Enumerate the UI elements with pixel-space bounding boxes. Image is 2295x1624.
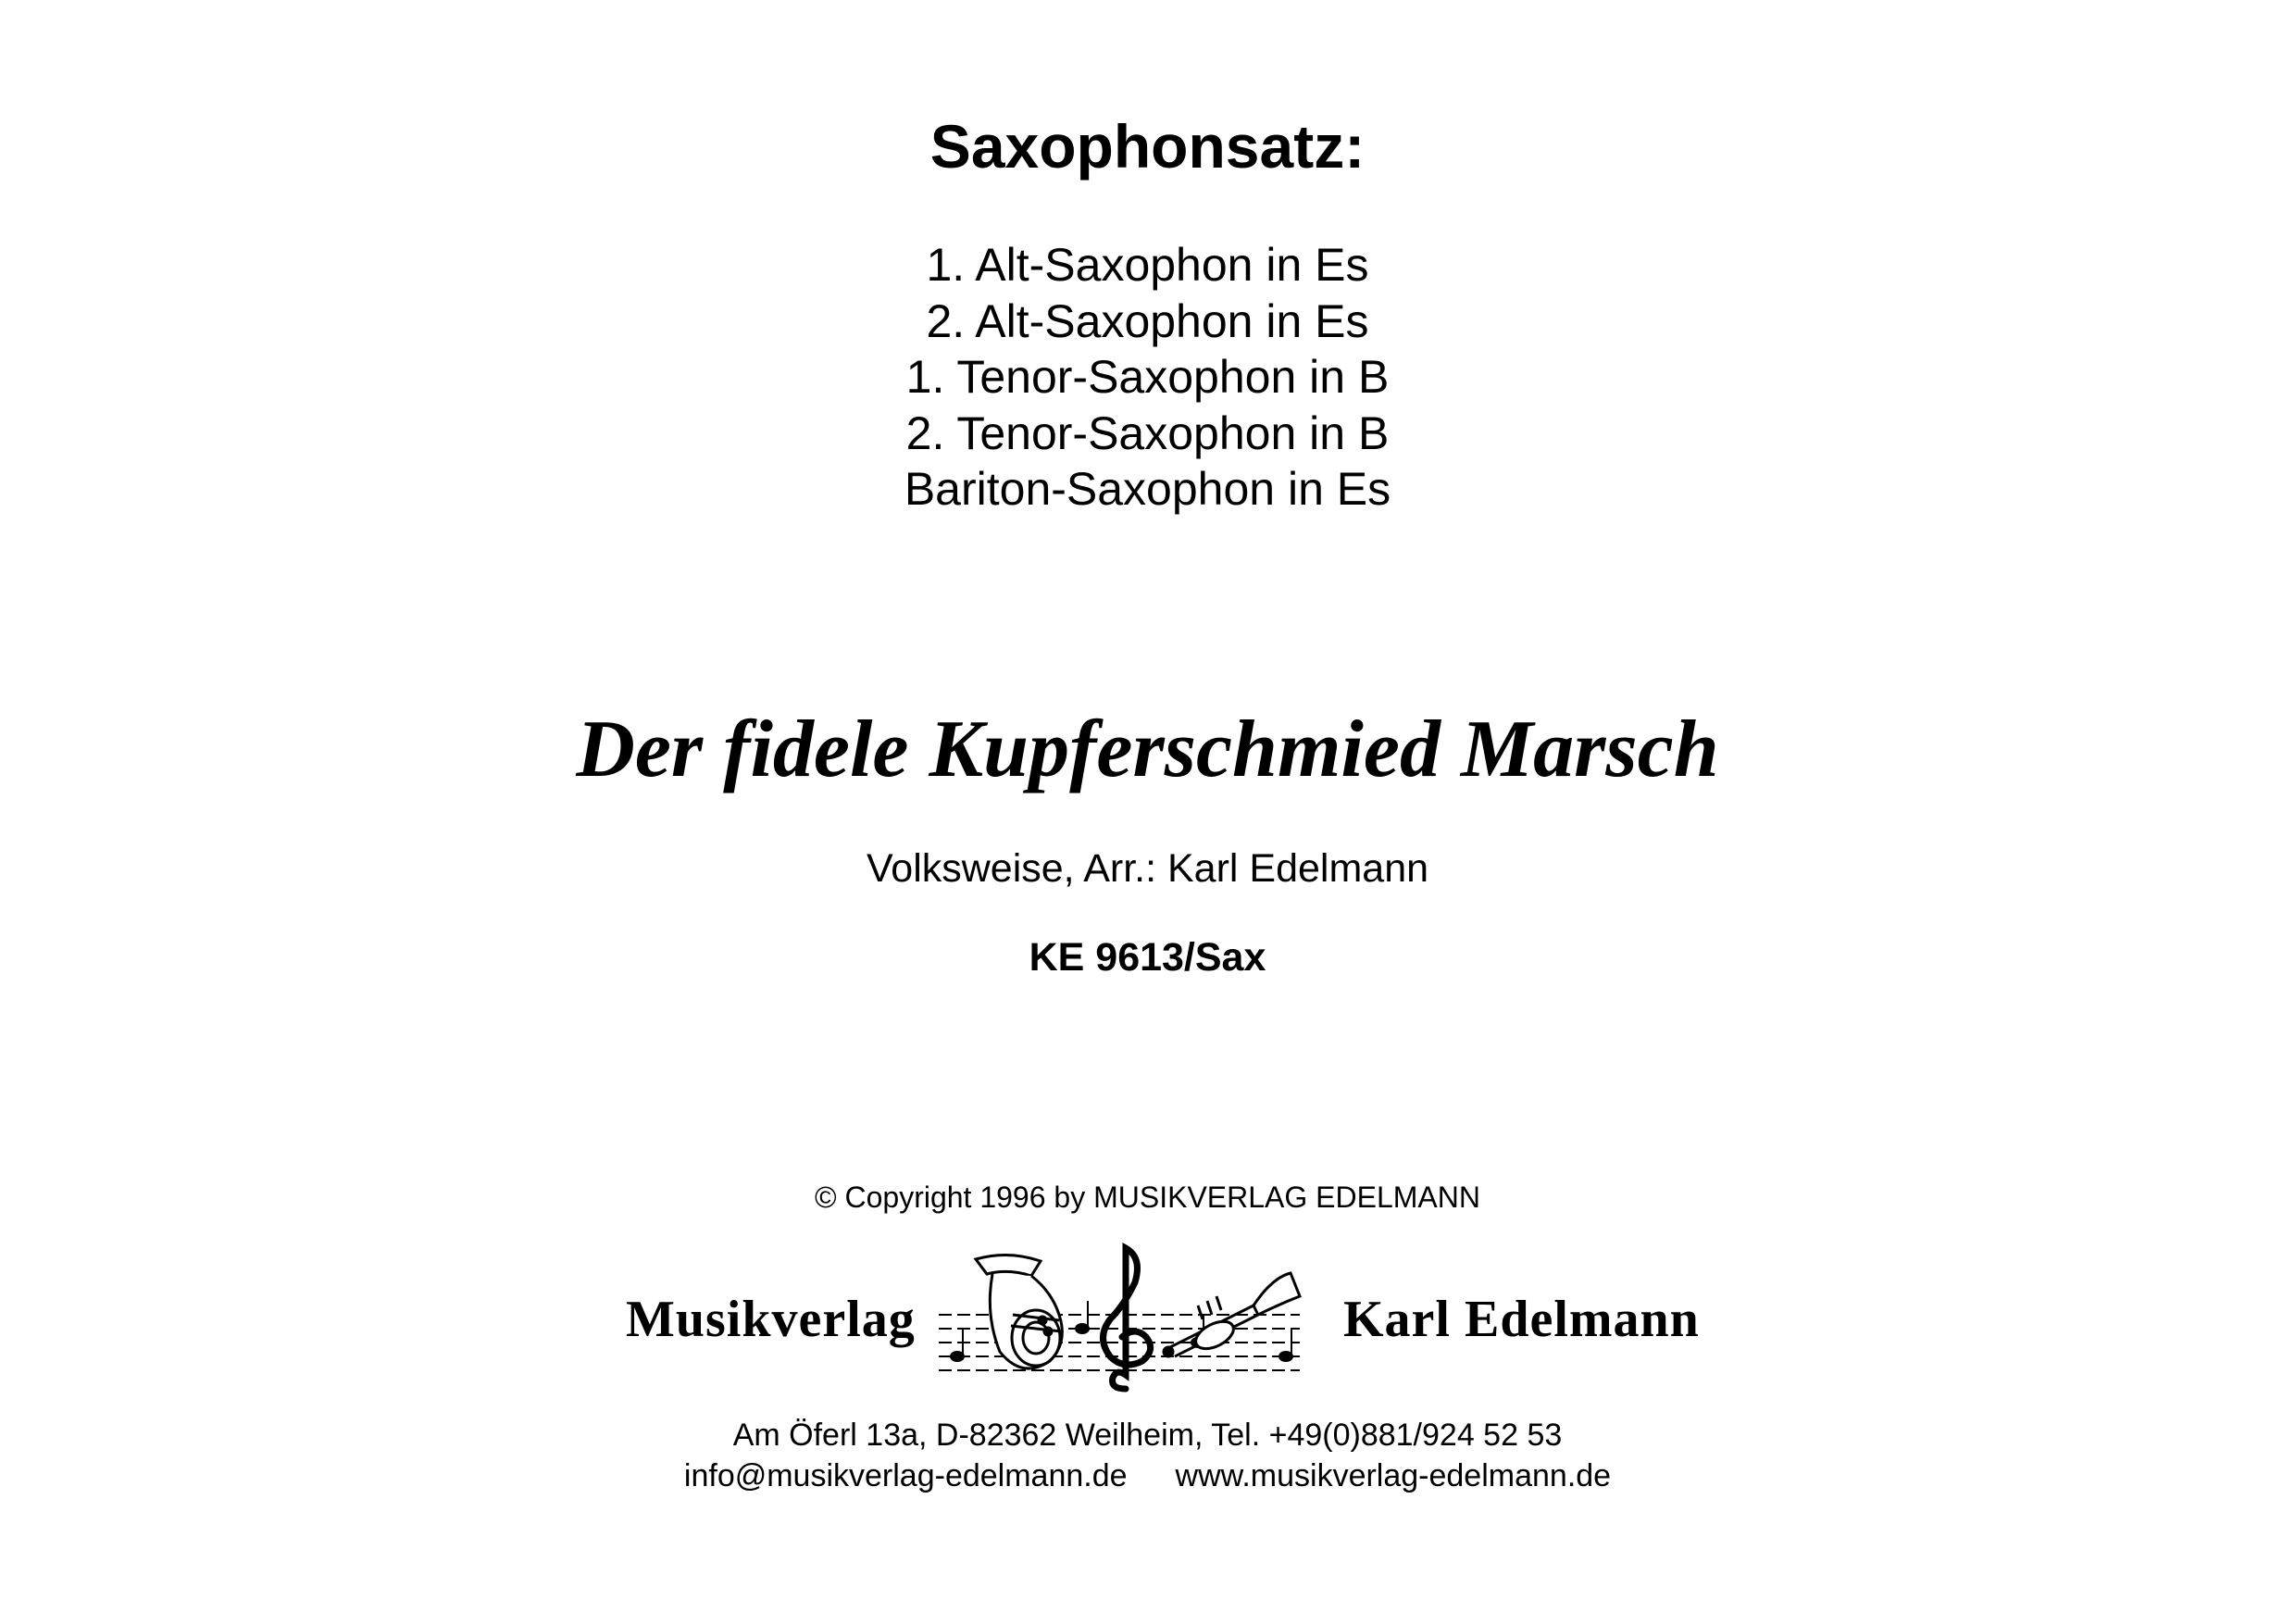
publisher-address: Am Öferl 13a, D-82362 Weilheim, Tel. +49(0)881/924 52 53	[732, 1418, 1563, 1453]
instrument-item: 2. Tenor-Saxophon in B	[905, 406, 1390, 459]
tuba-icon	[976, 1255, 1062, 1368]
instrument-list	[0, 237, 2295, 518]
piece-title: Der fidele Kupferschmied Marsch	[576, 705, 1719, 794]
copyright-notice: © Copyright 1996 by MUSIKVERLAG EDELMANN	[815, 1181, 1480, 1214]
contact-line	[0, 1455, 2295, 1496]
publisher-logo	[626, 1241, 1700, 1398]
logo-illustration	[920, 1241, 1318, 1398]
email-link[interactable]: info@musikverlag-edelmann.de	[683, 1458, 1128, 1493]
website-link[interactable]: www.musikverlag-edelmann.de	[1175, 1458, 1612, 1493]
instrument-item: 1. Tenor-Saxophon in B	[905, 351, 1390, 403]
treble-clef-icon	[1104, 1248, 1151, 1389]
catalog-number: KE 9613/Sax	[1029, 935, 1266, 980]
composer-credit: Volksweise, Arr.: Karl Edelmann	[866, 846, 1429, 891]
instrument-item: 2. Alt-Saxophon in Es	[926, 294, 1369, 347]
section-heading: Saxophonsatz:	[929, 112, 1366, 181]
logo-text-left: Musikverlag	[626, 1291, 916, 1348]
instrument-item: 1. Alt-Saxophon in Es	[926, 239, 1369, 291]
logo-text-right: Karl Edelmann	[1343, 1291, 1700, 1348]
instrument-item: Bariton-Saxophon in Es	[904, 463, 1391, 515]
